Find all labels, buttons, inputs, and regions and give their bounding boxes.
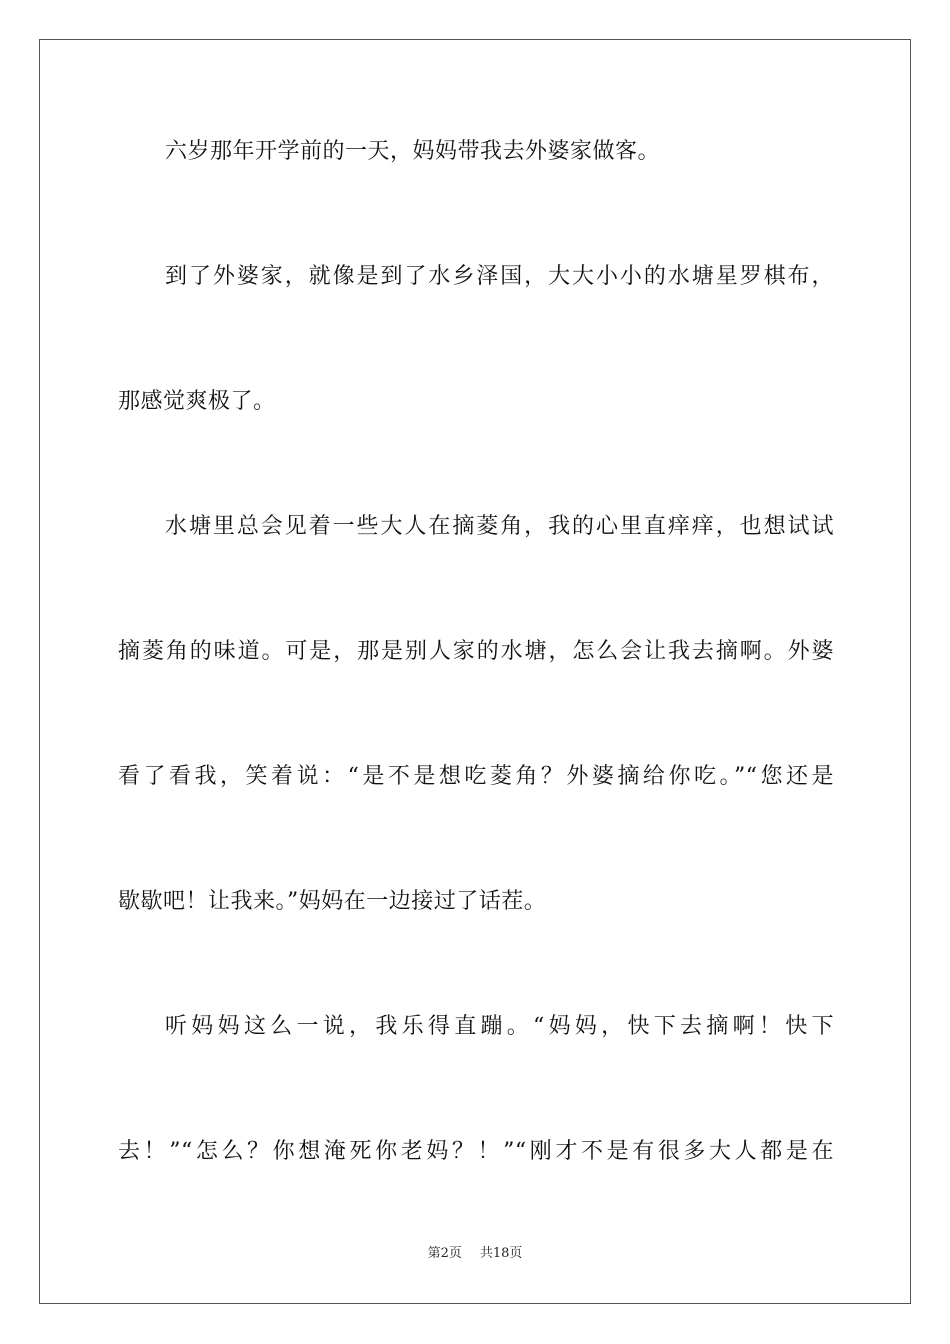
text-line-4: 水塘里总会见着一些大人在摘菱角，我的心里直痒痒，也想试试 [165, 514, 834, 539]
text-line-2: 到了外婆家，就像是到了水乡泽国，大大小小的水塘星罗棋布， [165, 264, 834, 289]
text-line-8: 听妈妈这么一说，我乐得直蹦。“妈妈，快下去摘啊！快下 [165, 1014, 834, 1039]
text-line-6: 看了看我，笑着说：“是不是想吃菱角？外婆摘给你吃。”“您还是 [118, 764, 834, 789]
text-line-5: 摘菱角的味道。可是，那是别人家的水塘，怎么会让我去摘啊。外婆 [118, 639, 834, 664]
page-footer [0, 1245, 950, 1263]
page-border [39, 39, 911, 1304]
text-line-3: 那感觉爽极了。 [118, 389, 276, 414]
text-line-1: 六岁那年开学前的一天，妈妈带我去外婆家做客。 [165, 139, 661, 164]
text-line-9: 去！”“怎么？你想淹死你老妈？！”“刚才不是有很多大人都是在 [118, 1139, 834, 1164]
page-total: 共18页 [479, 1246, 523, 1261]
page-number: 第2页 [427, 1246, 462, 1261]
text-line-7: 歇歇吧！让我来。”妈妈在一边接过了话茬。 [118, 889, 547, 914]
